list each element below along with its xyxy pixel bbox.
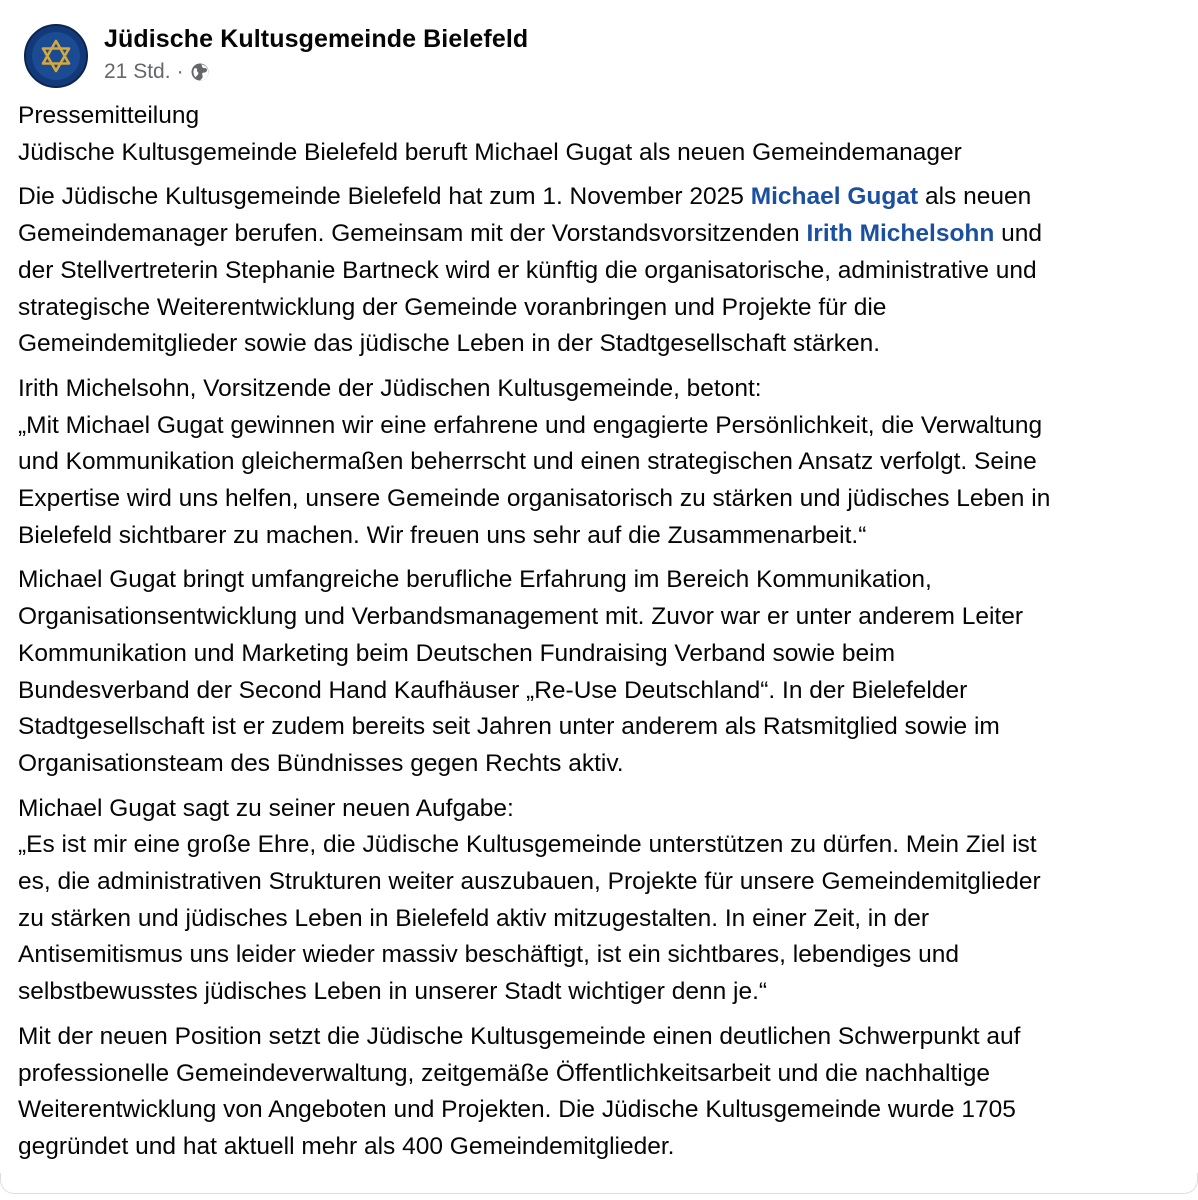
post-text-line: Gemeindemitglieder sowie das jüdische Leben in der Stadtgesellschaft stärken. bbox=[18, 330, 881, 358]
post-text-line: Michael Gugat sagt zu seiner neuen Aufgabe: bbox=[18, 794, 514, 822]
post-text-line: Kommunikation und Marketing beim Deutschen Fundraising Verband sowie beim bbox=[18, 639, 896, 667]
post-text-line: professionelle Gemeindeverwaltung, zeitgemäße Öffentlichkeitsarbeit und die nachhaltige bbox=[18, 1059, 990, 1087]
post-text-line: es, die administrativen Strukturen weiter auszubauen, Projekte für unsere Gemeindemitglieder bbox=[18, 868, 1041, 896]
post-text-line: zu stärken und jüdisches Leben in Bielefeld aktiv mitzugestalten. In einer Zeit, in der bbox=[18, 904, 930, 932]
post-text-line: Irith Michelsohn, Vorsitzende der Jüdischen Kultusgemeinde, betont: bbox=[18, 374, 762, 402]
post-text-line: und Kommunikation gleichermaßen beherrscht und einen strategischen Ansatz verfolgt. Seine bbox=[18, 448, 1037, 476]
post-text-line: Organisationsteam des Bündnisses gegen Rechts aktiv. bbox=[18, 749, 624, 777]
text-segment: Gemeindemanager berufen. Gemeinsam mit der Vorstandsvorsitzenden bbox=[18, 220, 807, 248]
post-text-line: selbstbewusstes jüdisches Leben in unserer Stadt wichtiger denn je.“ bbox=[18, 978, 768, 1006]
post-text-line: Bielefeld sichtbarer zu machen. Wir freuen uns sehr auf die Zusammenarbeit.“ bbox=[18, 521, 867, 549]
post-text-line: Michael Gugat bringt umfangreiche berufliche Erfahrung im Bereich Kommunikation, bbox=[18, 566, 932, 594]
post-text-line: „Es ist mir eine große Ehre, die Jüdische Kultusgemeinde unterstützen zu dürfen. Mein Ziel ist bbox=[18, 831, 1037, 859]
paragraph-announcement bbox=[18, 179, 1188, 363]
globe-icon[interactable] bbox=[190, 62, 210, 82]
paragraph-headline bbox=[18, 98, 1188, 171]
post-text-line: Mit der neuen Position setzt die Jüdische Kultusgemeinde einen deutlichen Schwerpunkt auf bbox=[18, 1022, 1021, 1050]
page-avatar[interactable] bbox=[24, 24, 88, 88]
post-text-line: strategische Weiterentwicklung der Gemeinde voranbringen und Projekte für die bbox=[18, 293, 887, 321]
star-of-david-icon bbox=[32, 32, 80, 80]
post-text-line bbox=[18, 216, 1188, 253]
text-segment: als neuen bbox=[918, 183, 1032, 211]
post-body bbox=[18, 98, 1188, 1174]
post-text-line bbox=[18, 179, 1188, 216]
post-text-line: Weiterentwicklung von Angeboten und Projekten. Die Jüdische Kultusgemeinde wurde 1705 bbox=[18, 1096, 1016, 1124]
post-text-line: gegründet und hat aktuell mehr als 400 Gemeindemitglieder. bbox=[18, 1132, 675, 1160]
paragraph-background bbox=[18, 562, 1188, 782]
paragraph-closing bbox=[18, 1019, 1188, 1166]
post-text-line: der Stellvertreterin Stephanie Bartneck wird er künftig die organisatorische, administrative und bbox=[18, 256, 1037, 284]
mention-michael-gugat[interactable]: Michael Gugat bbox=[750, 183, 919, 211]
post-header bbox=[24, 22, 528, 88]
paragraph-quote-michelsohn bbox=[18, 371, 1188, 555]
meta-separator: · bbox=[176, 60, 184, 83]
post-text-line: Organisationsentwicklung und Verbandsmanagement mit. Zuvor war er unter anderem Leiter bbox=[18, 603, 1024, 631]
mention-irith-michelsohn[interactable]: Irith Michelsohn bbox=[806, 220, 995, 248]
post-text-line: Antisemitismus uns leider wieder massiv beschäftigt, ist ein sichtbares, lebendiges und bbox=[18, 941, 959, 969]
post-text-line: „Mit Michael Gugat gewinnen wir eine erfahrene und engagierte Persönlichkeit, die Verwaltung bbox=[18, 411, 1043, 439]
text-segment: und bbox=[994, 220, 1043, 248]
post-text-line: Pressemitteilung bbox=[18, 102, 200, 129]
post-text-line: Expertise wird uns helfen, unsere Gemeinde organisatorisch zu stärken und jüdisches Leben in bbox=[18, 485, 1051, 513]
text-segment: Die Jüdische Kultusgemeinde Bielefeld hat zum 1. November 2025 bbox=[18, 183, 751, 211]
post-text-line: Jüdische Kultusgemeinde Bielefeld beruft Michael Gugat als neuen Gemeindemanager bbox=[18, 138, 962, 166]
post-time-row bbox=[104, 59, 528, 85]
page-name-link[interactable]: Jüdische Kultusgemeinde Bielefeld bbox=[104, 25, 529, 53]
paragraph-quote-gugat bbox=[18, 791, 1188, 1011]
post-text-line: Stadtgesellschaft ist er zudem bereits seit Jahren unter anderem als Ratsmitglied sowie im bbox=[18, 713, 1000, 741]
post-meta bbox=[104, 22, 528, 85]
post-timestamp[interactable]: 21 Std. bbox=[104, 60, 171, 83]
card-bottom-border bbox=[0, 1173, 1198, 1194]
post-text-line: Bundesverband der Second Hand Kaufhäuser „Re-Use Deutschland“. In der Bielefelder bbox=[18, 676, 968, 704]
